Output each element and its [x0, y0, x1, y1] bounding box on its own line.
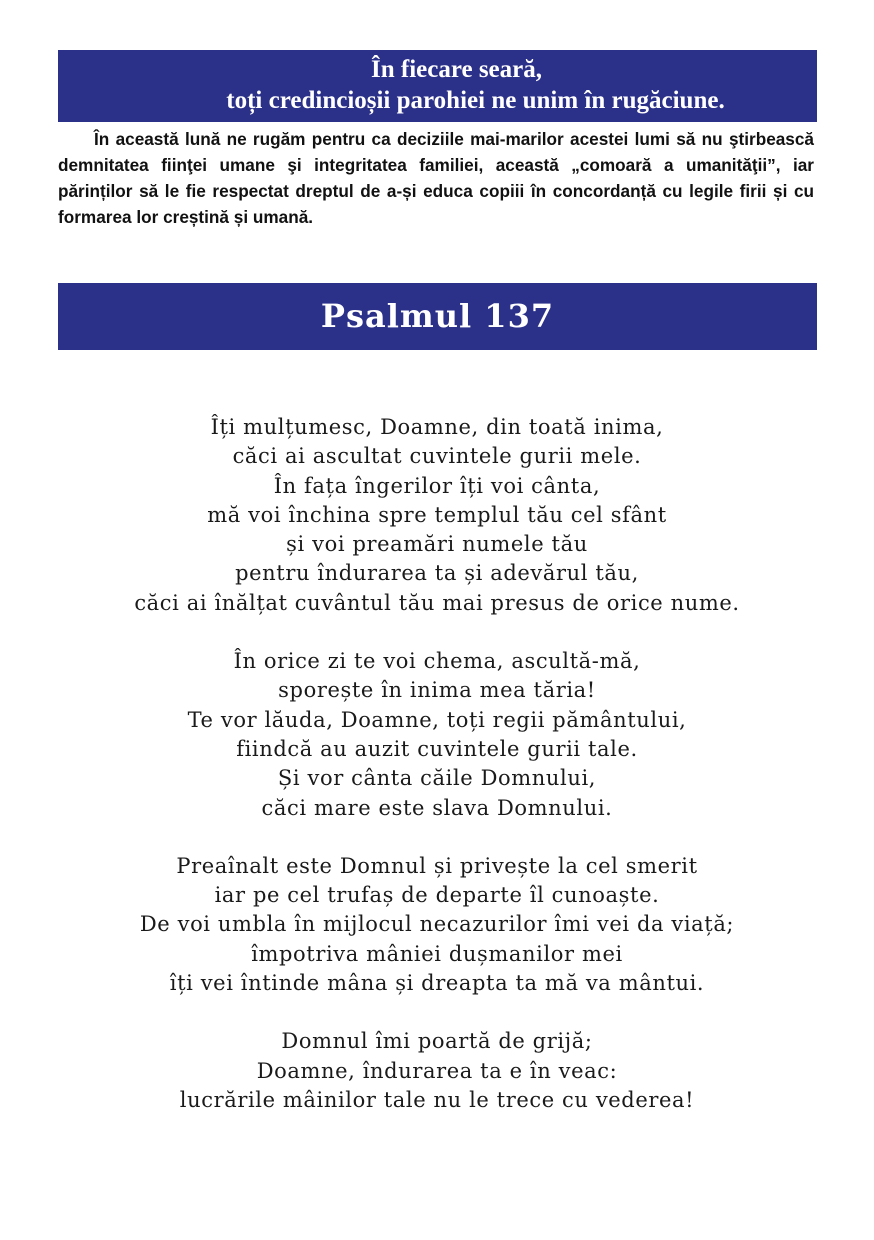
psalm-stanza-1: [40, 413, 834, 618]
psalm-verse: În fața îngerilor îți voi cânta,: [273, 473, 601, 498]
psalm-verse: și voi preamări numele tău: [286, 532, 588, 557]
psalm-verse: În orice zi te voi chema, ascultă-mă,: [233, 649, 641, 674]
prayer-header-line-2: toți credincioșii parohiei ne unim în rugăciune.: [226, 87, 725, 114]
psalm-verse: căci mare este slava Domnului.: [261, 795, 613, 820]
psalm-verse: împotriva mâniei dușmanilor mei: [251, 941, 623, 966]
psalm-verse: Și vor cânta căile Domnului,: [277, 766, 597, 791]
psalm-verse: Domnul îmi poartă de grijă;: [281, 1029, 593, 1054]
psalm-verse: Doamne, îndurarea ta e în veac:: [256, 1058, 618, 1083]
psalm-verse: căci ai ascultat cuvintele gurii mele.: [232, 444, 642, 469]
psalm-verse: Îți mulțumesc, Doamne, din toată inima,: [210, 415, 664, 439]
prayer-header-line-1: În fiecare seară,: [370, 56, 542, 83]
psalm-verse: lucrările mâinilor tale nu le trece cu vederea!: [179, 1087, 695, 1112]
prayer-intention-paragraph: În această lună ne rugăm pentru ca deciziile mai-marilor acestei lumi să nu ştirbească demnitatea fiinţei umane şi integritatea familiei, această „comoară a umanităţii”, iar părinților să le fie respectat dreptul de a-și educa copiii în concordanță cu legile firii și cu formarea lor creștină și umană.: [58, 129, 814, 227]
psalm-verse: pentru îndurarea ta și adevărul tău,: [235, 561, 639, 586]
psalm-verse: îți vei întinde mâna și dreapta ta mă va mântui.: [169, 971, 705, 996]
psalm-stanza-3: [40, 852, 834, 998]
psalm-title-banner: [58, 283, 817, 350]
psalm-verse: Te vor lăuda, Doamne, toți regii pământului,: [187, 707, 687, 732]
psalm-verse: Preaînalt este Domnul și privește la cel smerit: [176, 853, 698, 878]
psalm-verse: sporește în inima mea tăria!: [278, 678, 596, 703]
psalm-verse: căci ai înălțat cuvântul tău mai presus de orice nume.: [134, 590, 740, 615]
prayer-header-banner: [58, 50, 817, 122]
psalm-verse: fiindcă au auzit cuvintele gurii tale.: [236, 736, 638, 761]
psalm-text: [40, 413, 834, 1144]
psalm-title: Psalmul 137: [320, 297, 555, 335]
psalm-verse: De voi umbla în mijlocul necazurilor îmi vei da viață;: [139, 912, 735, 937]
psalm-verse: mă voi închina spre templul tău cel sfânt: [207, 502, 667, 527]
psalm-stanza-2: [40, 647, 834, 823]
psalm-stanza-4: [40, 1027, 834, 1115]
psalm-verse: iar pe cel trufaș de departe îl cunoaște.: [214, 883, 660, 908]
